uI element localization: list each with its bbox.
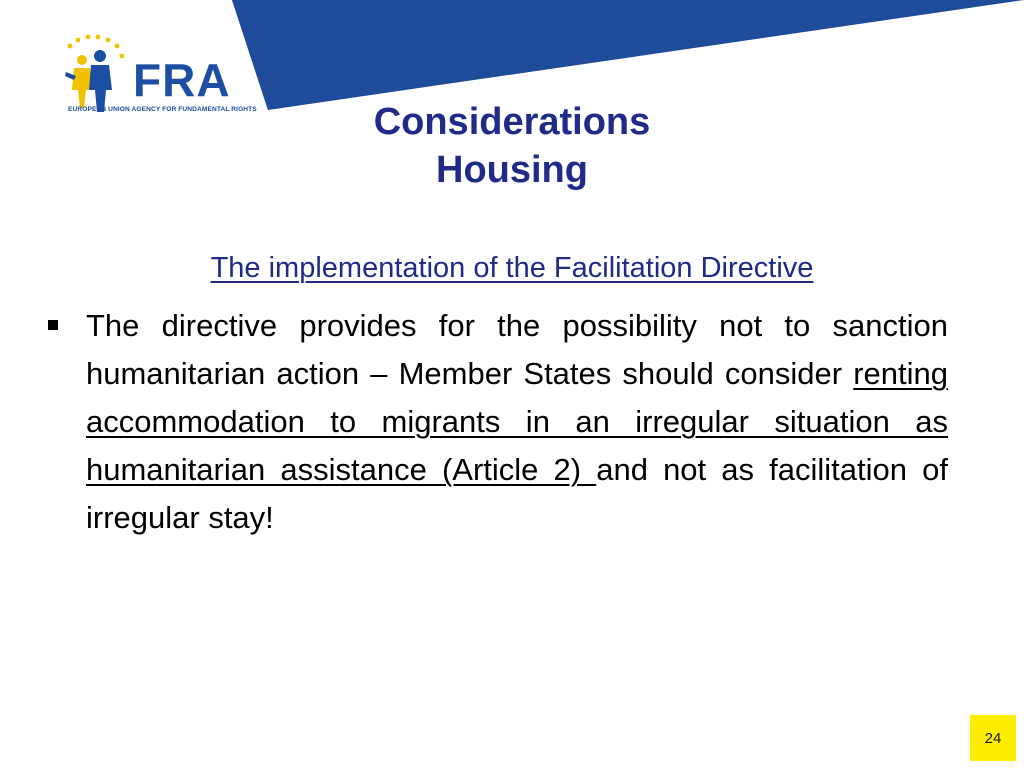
bullet-square-icon (48, 320, 58, 330)
logo-wordmark: FRA (133, 54, 231, 106)
title-line-1: Considerations (373, 101, 651, 143)
page-number: 24 (984, 729, 1002, 747)
logo-tagline: EUROPEAN UNION AGENCY FOR FUNDAMENTAL RIGHTS (68, 106, 257, 113)
subtitle (0, 252, 1024, 285)
bullet-text-before: The directive provides for the possibility not to sanction humanitarian action – Member States should consider (86, 308, 948, 391)
subtitle-text: The implementation of the Facilitation Directive (210, 252, 814, 284)
bullet-text-after: and not as facilitation of irregular stay! (86, 452, 948, 535)
title-line-2: Housing (436, 149, 588, 191)
page-number-badge (970, 715, 1016, 761)
bullet-paragraph (86, 302, 948, 542)
slide-title (0, 98, 1024, 194)
bullet-text-underlined: renting accommodation to migrants in an irregular situation as humanitarian assistance (Article 2) (86, 356, 948, 487)
